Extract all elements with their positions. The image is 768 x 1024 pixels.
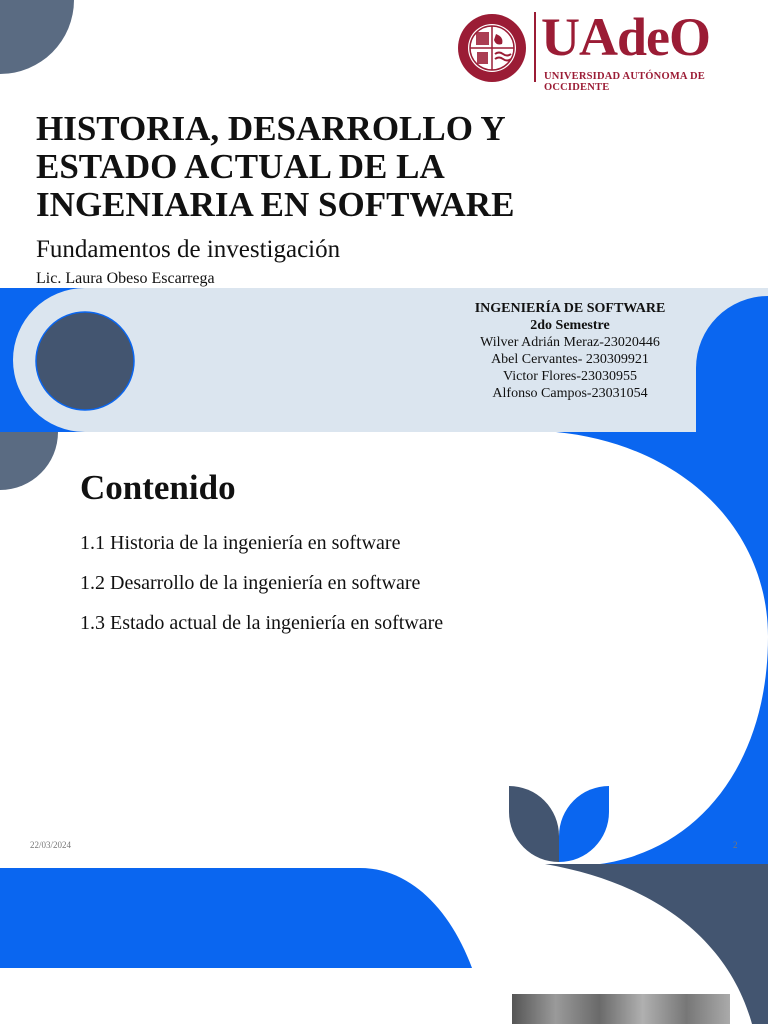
slide-contents <box>0 432 768 864</box>
logo-wordmark: UAdeO <box>541 7 710 67</box>
title-line: HISTORIA, DESARROLLO Y <box>36 109 506 148</box>
toc-item: 1.3 Estado actual de la ingeniería en software <box>80 612 444 634</box>
slide-title <box>0 0 768 432</box>
logo-divider <box>534 12 536 82</box>
toc-item: 1.2 Desarrollo de la ingeniería en software <box>80 572 421 594</box>
slide-partial <box>0 864 768 1024</box>
page-number: 2 <box>733 840 738 850</box>
team-member: Victor Flores-23030955 <box>502 369 638 384</box>
decor-leaf-icon <box>505 782 615 864</box>
decor-left-blob <box>0 288 200 432</box>
toc-item: 1.1 Historia de la ingeniería en software <box>80 532 401 554</box>
team-member: Abel Cervantes- 230309921 <box>491 352 649 367</box>
team-info <box>430 300 710 402</box>
subtitle: Fundamentos de investigación <box>36 236 341 263</box>
teacher-name: Lic. Laura Obeso Escarrega <box>36 270 215 287</box>
logo-university-name: UNIVERSIDAD AUTÓNOMA DE OCCIDENTE <box>544 71 705 93</box>
program-name: INGENIERÍA DE SOFTWARE <box>474 301 666 316</box>
presentation-title <box>36 110 596 224</box>
footer-date: 22/03/2024 <box>30 840 72 850</box>
contents-heading: Contenido <box>80 468 236 507</box>
semester: 2do Semestre <box>530 318 610 333</box>
decor-quarter-circle-top-left <box>0 0 80 80</box>
title-line: INGENIARIA EN SOFTWARE <box>36 185 515 224</box>
team-member: Wilver Adrián Meraz-23020446 <box>480 335 660 350</box>
title-line: ESTADO ACTUAL DE LA <box>36 147 445 186</box>
photo-image <box>512 994 730 1024</box>
team-member: Alfonso Campos-23031054 <box>492 386 648 401</box>
university-seal-icon <box>456 12 528 84</box>
